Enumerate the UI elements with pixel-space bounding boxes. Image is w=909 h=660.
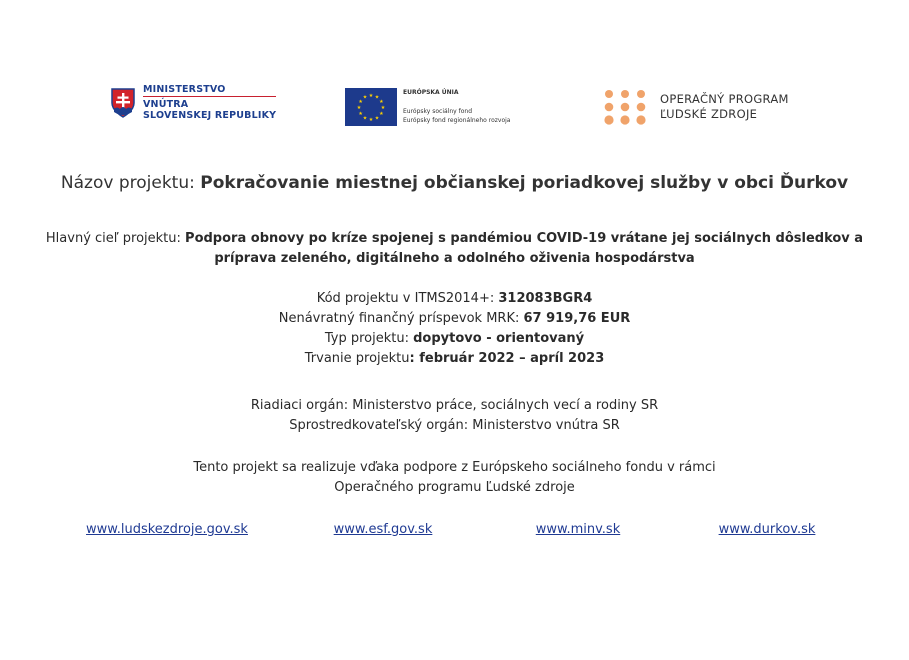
op-lz-logo — [604, 89, 789, 125]
op-line2: ĽUDSKÉ ZDROJE — [660, 107, 758, 121]
goal-line1: Podpora obnovy po kríze spojenej s pandémiou COVID-19 vrátane jej sociálnych dôsledkov a — [185, 231, 864, 246]
svg-text:★: ★ — [374, 115, 380, 122]
op-dots-icon — [604, 89, 646, 125]
svg-text:★: ★ — [374, 94, 380, 101]
link-esf[interactable]: www.esf.gov.sk — [333, 522, 433, 537]
project-duration: : február 2022 – apríl 2023 — [409, 351, 605, 366]
ministry-line2: VNÚTRA — [143, 99, 189, 110]
eu-title: EURÓPSKA ÚNIA — [403, 89, 459, 96]
svg-text:★: ★ — [368, 93, 374, 99]
project-code: 312083BGR4 — [498, 291, 593, 306]
eu-fund-esf: Európsky sociálny fond — [403, 108, 473, 115]
svg-text:★: ★ — [362, 115, 368, 122]
ministry-logo — [111, 84, 276, 121]
code-label: Kód projektu v ITMS2014+: — [316, 291, 499, 306]
managing-body: Riadiaci orgán: Ministerstvo práce, sociálnych vecí a rodiny SR — [250, 398, 659, 413]
project-title — [0, 173, 909, 193]
project-goal — [30, 229, 879, 269]
grant-row — [0, 309, 909, 329]
grant-amount: 67 919,76 EUR — [523, 311, 631, 326]
intermediate-body: Sprostredkovateľský orgán: Ministerstvo vnútra SR — [289, 418, 620, 433]
eu-flag-icon — [345, 88, 397, 126]
link-durkov[interactable]: www.durkov.sk — [718, 522, 816, 537]
links-row — [0, 522, 909, 544]
project-name: Pokračovanie miestnej občianskej poriadkovej služby v obci Ďurkov — [200, 173, 849, 193]
op-line1: OPERAČNÝ PROGRAM — [660, 92, 789, 106]
eu-fund-erdf: Európsky fond regionálneho rozvoja — [403, 117, 511, 124]
goal-label: Hlavný cieľ projektu: — [45, 231, 186, 246]
project-code-row — [0, 289, 909, 309]
project-name-label: Názov projektu: — [60, 173, 201, 193]
svg-text:★: ★ — [380, 105, 386, 111]
duration-label: Trvanie projektu — [304, 351, 410, 366]
svg-text:★: ★ — [358, 99, 363, 105]
svg-text:★: ★ — [362, 94, 368, 101]
goal-line2: príprava zeleného, digitálneho a odolného oživenia hospodárstva — [214, 251, 695, 266]
type-label: Typ projektu: — [324, 331, 414, 346]
slovak-coat-of-arms-icon — [111, 88, 135, 118]
svg-text:★: ★ — [368, 117, 374, 123]
type-row — [0, 329, 909, 349]
svg-text:★: ★ — [356, 105, 362, 111]
funding-line2: Operačného programu Ľudské zdroje — [334, 480, 575, 495]
funding-statement — [0, 458, 909, 498]
funding-line1: Tento projekt sa realizuje vďaka podpore z Európskeho sociálneho fondu v rámci — [193, 460, 716, 475]
grant-label: Nenávratný finančný príspevok MRK: — [278, 311, 524, 326]
project-type: dopytovo - orientovaný — [413, 331, 585, 346]
ministry-line1: MINISTERSTVO — [143, 84, 276, 97]
svg-text:★: ★ — [379, 99, 384, 105]
eu-logo — [345, 88, 510, 126]
duration-row — [0, 349, 909, 369]
project-bodies — [0, 396, 909, 436]
link-ludskezdroje[interactable]: www.ludskezdroje.gov.sk — [86, 522, 248, 537]
svg-text:★: ★ — [358, 111, 363, 117]
svg-text:★: ★ — [379, 111, 384, 117]
ministry-line3: SLOVENSKEJ REPUBLIKY — [143, 110, 277, 121]
project-info — [0, 289, 909, 369]
link-minv[interactable]: www.minv.sk — [535, 522, 621, 537]
